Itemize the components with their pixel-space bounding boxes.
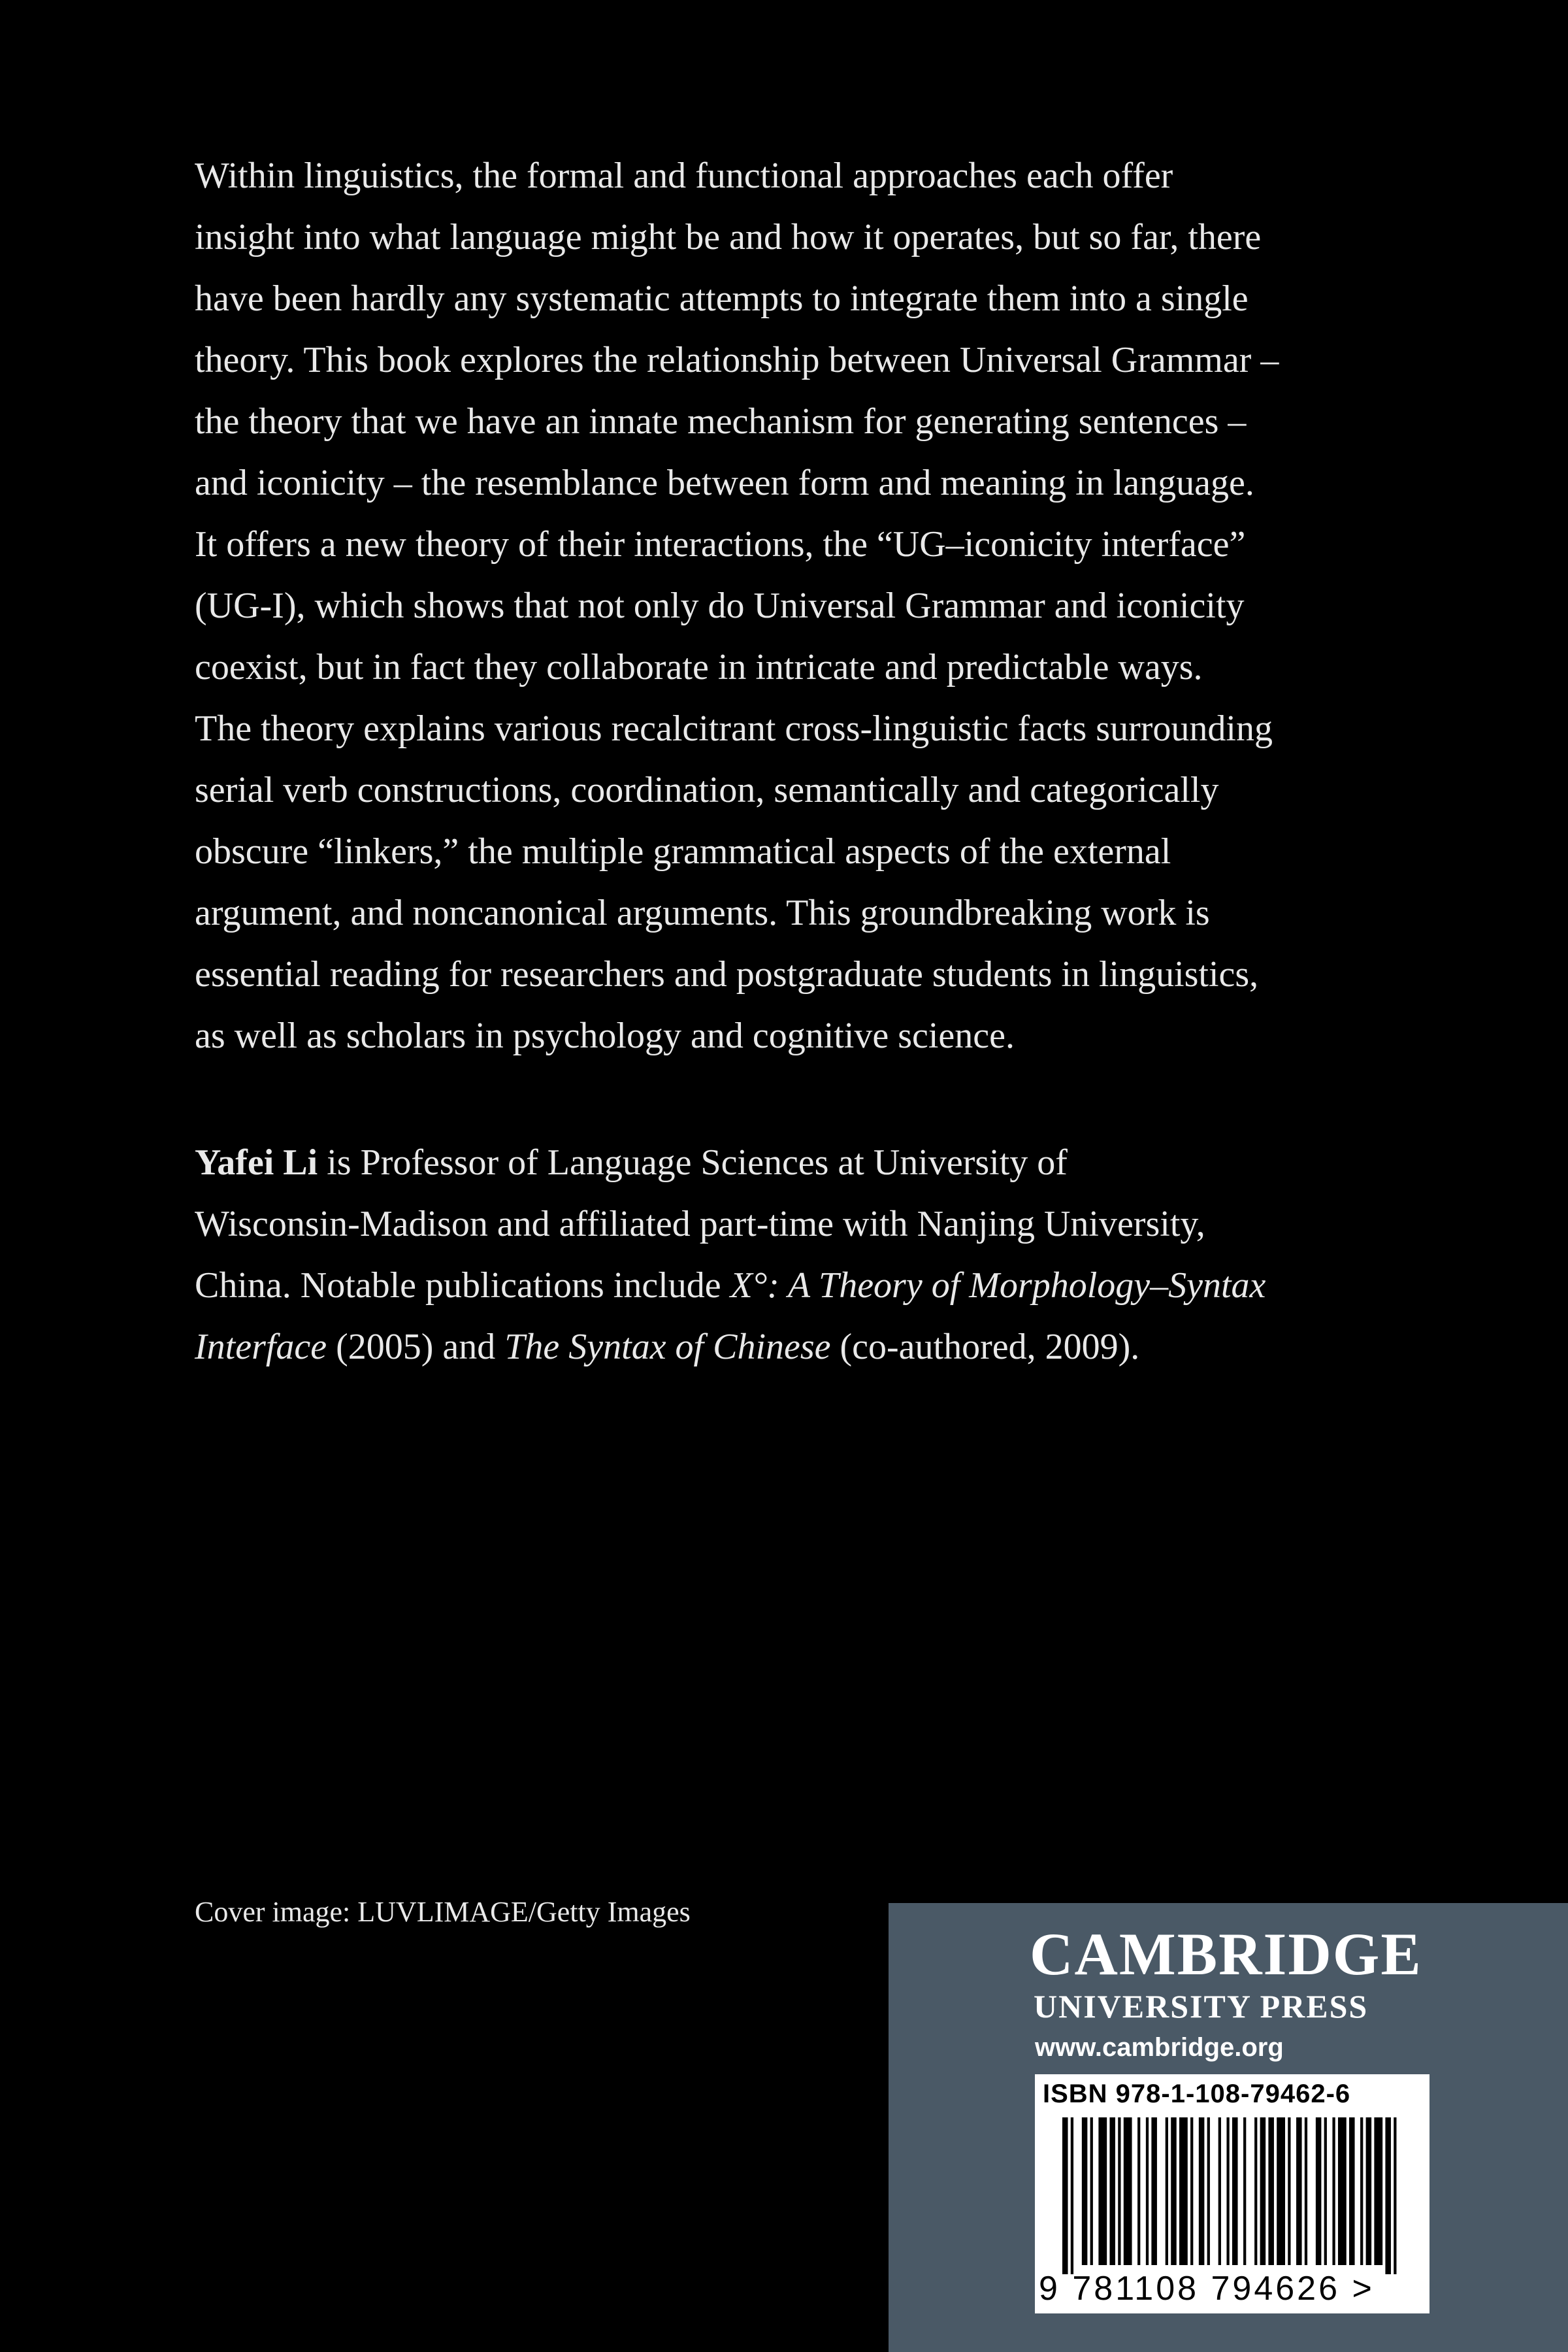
barcode-bar [1232,2117,1238,2265]
barcode-bar [1199,2117,1205,2265]
barcode-bar [1254,2117,1257,2265]
barcode-bar [1071,2117,1073,2274]
blurb-line: coexist, but in fact they collaborate in intricate and predictable ways. [195,647,1203,687]
barcode-bar [1062,2117,1068,2274]
blurb-line: obscure “linkers,” the multiple grammatical aspects of the external [195,831,1171,872]
book-blurb [195,145,1410,1067]
barcode-bar [1098,2117,1107,2265]
barcode-bar [1260,2117,1266,2265]
blurb-line: argument, and noncanonical arguments. This groundbreaking work is [195,893,1210,933]
barcode-bar [1137,2117,1140,2265]
barcode-bar [1243,2117,1246,2265]
author-bio [195,1132,1410,1378]
blurb-line: serial verb constructions, coordination, semantically and categorically [195,770,1219,810]
publication-title: The Syntax of Chinese [504,1327,831,1367]
blurb-line: have been hardly any systematic attempts to integrate them into a single [195,278,1249,319]
barcode-bar [1207,2117,1210,2265]
bio-text: China. Notable publications include [195,1265,730,1306]
barcode-bar [1218,2117,1221,2265]
barcode-bar [1305,2117,1307,2265]
blurb-line: It offers a new theory of their interactions, the “UG–iconicity interface” [195,524,1246,565]
barcode-bar [1296,2117,1302,2265]
bio-line [195,1255,1410,1316]
publisher-subtitle: UNIVERSITY PRESS [1034,1988,1369,2025]
barcode-bar [1151,2117,1157,2265]
barcode-bar [1374,2117,1382,2265]
barcode-bar [1277,2117,1285,2265]
blurb-line: as well as scholars in psychology and cognitive science. [195,1016,1015,1056]
barcode-bar [1360,2117,1363,2265]
barcode-bar [1124,2117,1132,2265]
ean-digits: 9 781108 794626 > [1039,2270,1375,2308]
barcode-bar [1179,2117,1188,2265]
publication-title: Interface [195,1327,327,1367]
barcode-bar [1190,2117,1193,2265]
blurb-line: (UG-I), which shows that not only do Universal Grammar and iconicity [195,586,1245,626]
blurb-line: and iconicity – the resemblance between form and meaning in language. [195,463,1254,503]
blurb-line: Within linguistics, the formal and functional approaches each offer [195,156,1173,196]
blurb-line: insight into what language might be and how it operates, but so far, there [195,217,1262,257]
barcode-bar [1366,2117,1372,2265]
blurb-line: essential reading for researchers and postgraduate students in linguistics, [195,954,1259,995]
publisher-name: CAMBRIDGE [1030,1921,1422,1987]
cover-image-credit: Cover image: LUVLIMAGE/Getty Images [195,1896,691,1928]
barcode-bars [1062,2117,1402,2274]
barcode-bar [1171,2117,1177,2265]
barcode-bar [1118,2117,1120,2265]
bio-text: is Professor of Language Sciences at University of [318,1142,1068,1183]
barcode-bar [1385,2117,1391,2274]
author-name: Yafei Li [195,1142,318,1183]
barcode-bar [1166,2117,1168,2265]
isbn-label: ISBN 978-1-108-79462-6 [1043,2079,1351,2108]
barcode-box [1035,2074,1429,2313]
blurb-line: The theory explains various recalcitrant cross-linguistic facts surrounding [195,708,1273,749]
blurb-line: the theory that we have an innate mechanism for generating sentences – [195,401,1247,442]
barcode-bar [1316,2117,1322,2265]
blurb-line: theory. This book explores the relationship between Universal Grammar – [195,340,1279,380]
barcode-bar [1288,2117,1290,2265]
barcode-bar [1349,2117,1355,2265]
bio-line: Wisconsin-Madison and affiliated part-time with Nanjing University, [195,1204,1205,1244]
barcode-bar [1324,2117,1327,2265]
bio-text: (2005) and [327,1327,505,1367]
bio-text: (co-authored, 2009). [830,1327,1140,1367]
publisher-panel [889,1903,1568,2352]
barcode-bar [1090,2117,1093,2265]
barcode-bar [1226,2117,1229,2265]
barcode-bar [1338,2117,1347,2265]
publisher-url: www.cambridge.org [1035,2033,1284,2062]
bio-line [195,1132,1410,1193]
barcode-bar [1268,2117,1274,2265]
barcode-bar [1394,2117,1396,2274]
publication-title: X°: A Theory of Morphology–Syntax [730,1265,1266,1306]
barcode-bar [1332,2117,1335,2265]
barcode-bar [1146,2117,1149,2265]
barcode-bar [1082,2117,1088,2265]
bio-line [195,1316,1410,1378]
barcode-bar [1109,2117,1115,2265]
